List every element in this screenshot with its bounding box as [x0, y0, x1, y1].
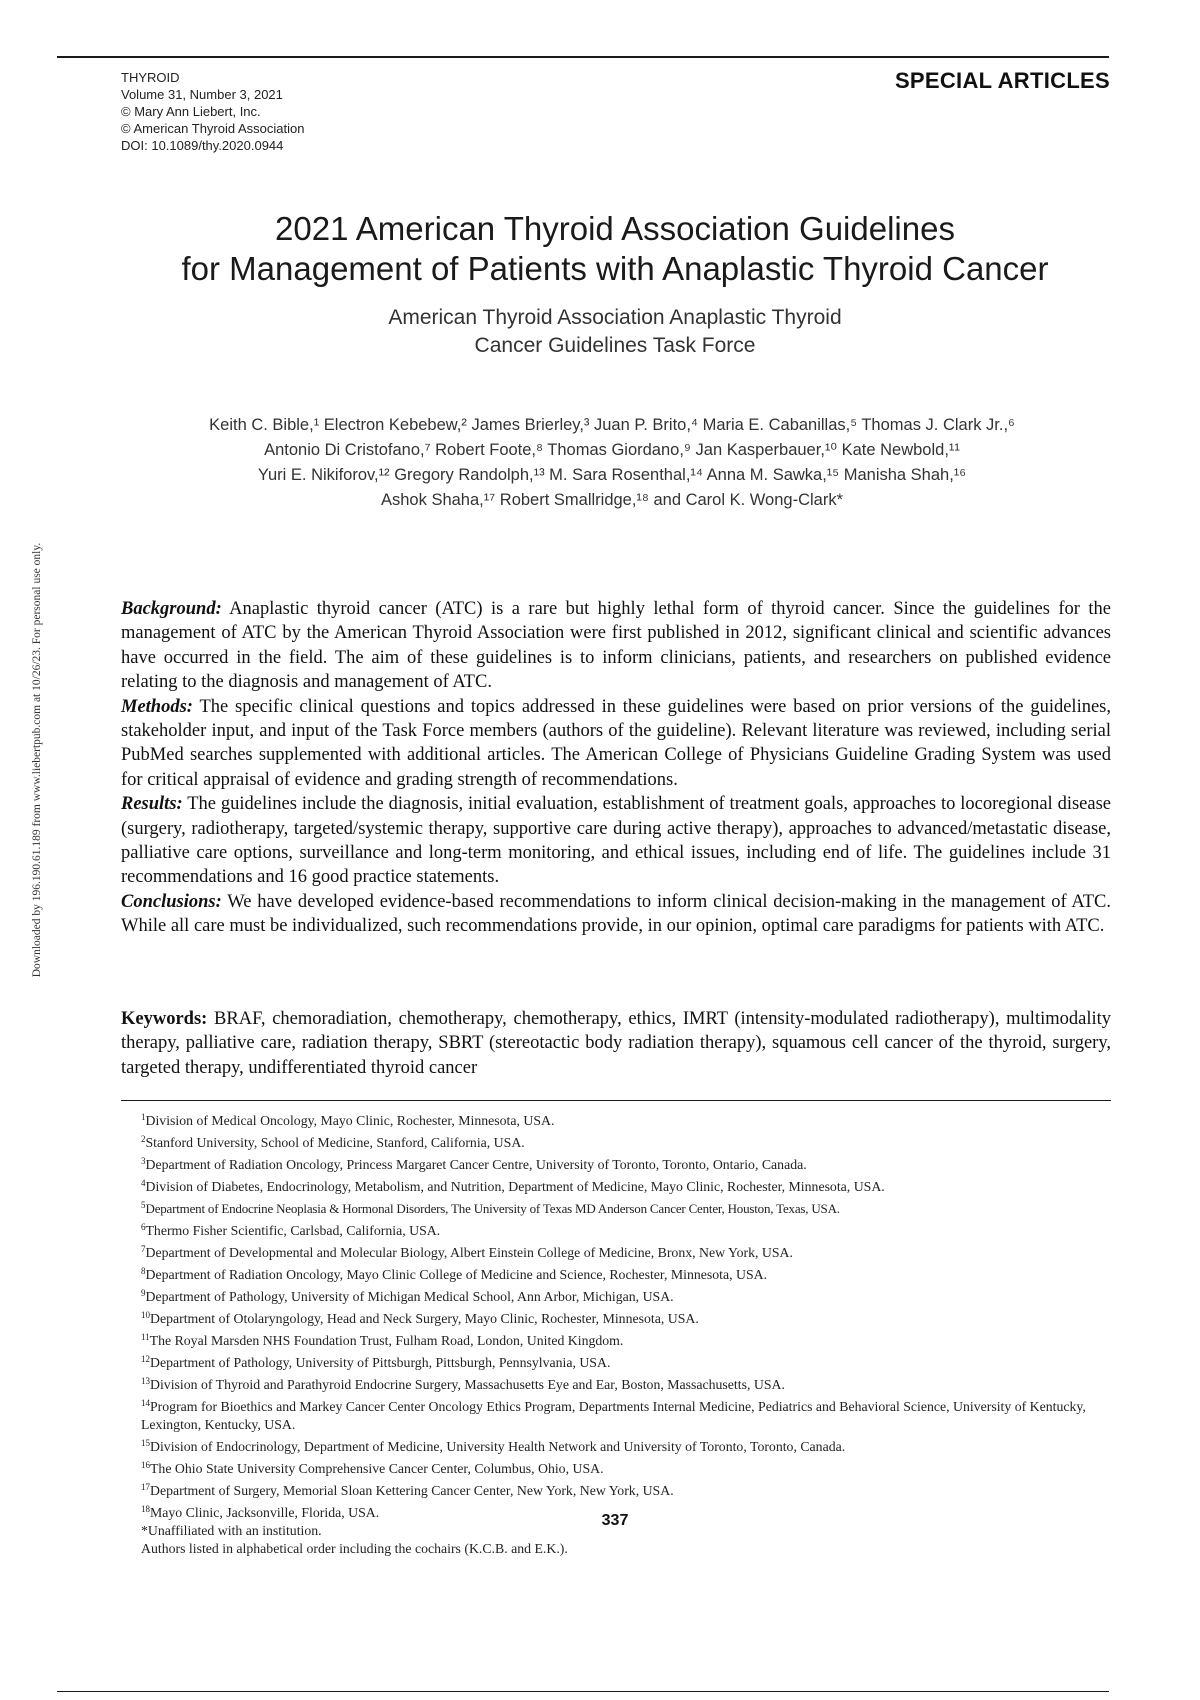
- title-line: 2021 American Thyroid Association Guidelines: [275, 210, 955, 247]
- bottom-rule: [57, 1691, 1109, 1692]
- title-line: for Management of Patients with Anaplastic Thyroid Cancer: [181, 250, 1049, 287]
- affiliation-item: [121, 1306, 1111, 1328]
- affiliation-number: 13: [141, 1376, 150, 1386]
- affiliation-number: 18: [141, 1504, 150, 1514]
- affiliation-text: Program for Bioethics and Markey Cancer Center Oncology Ethics Program, Departments Internal Medicine, Pediatrics and Behavioral Science, University of Kentucky, Lexington, Kentucky, USA.: [141, 1399, 1086, 1432]
- affiliation-item: [121, 1394, 1111, 1434]
- affiliation-number: 11: [141, 1332, 150, 1342]
- methods-text: The specific clinical questions and topics addressed in these guidelines were based on prior versions of the guidelines, stakeholder input, and input of the Task Force members (authors of the guideline). Relevant literature was reviewed, including serial PubMed searches supplemented with additional articles. The American College of Physicians Guideline Grading System was used for critical appraisal of evidence and grading strength of recommendations.: [121, 696, 1111, 790]
- affiliation-text: Department of Radiation Oncology, Mayo Clinic College of Medicine and Science, Rochester, Minnesota, USA.: [145, 1267, 768, 1282]
- affiliation-item: [121, 1130, 1111, 1152]
- affiliation-item: [121, 1152, 1111, 1174]
- affiliation-number: 9: [141, 1288, 146, 1298]
- affiliation-text: Division of Medical Oncology, Mayo Clinic, Rochester, Minnesota, USA.: [145, 1113, 555, 1128]
- subtitle-line: American Thyroid Association Anaplastic Thyroid: [388, 306, 842, 329]
- author-line: Keith C. Bible,¹ Electron Kebebew,² James Brierley,³ Juan P. Brito,⁴ Maria E. Cabanillas,⁵ Thomas J. Clark Jr.,⁶: [209, 416, 1015, 434]
- affiliation-number: 4: [141, 1178, 146, 1188]
- author-line: Antonio Di Cristofano,⁷ Robert Foote,⁸ Thomas Giordano,⁹ Jan Kasperbauer,¹⁰ Kate Newbold,¹¹: [264, 441, 960, 459]
- affiliation-text: Division of Diabetes, Endocrinology, Metabolism, and Nutrition, Department of Medicine, Mayo Clinic, Rochester, Minnesota, USA.: [145, 1179, 885, 1194]
- unaffiliated-note: *Unaffiliated with an institution.: [141, 1523, 322, 1538]
- author-order-note: Authors listed in alphabetical order including the cochairs (K.C.B. and E.K.).: [141, 1541, 568, 1556]
- keywords-text: BRAF, chemoradiation, chemotherapy, chemotherapy, ethics, IMRT (intensity-modulated radiotherapy), multimodality therapy, palliative care, radiation therapy, SBRT (stereotactic body radiation therapy), squamous cell cancer of the thyroid, surgery, targeted therapy, undifferentiated thyroid cancer: [121, 1009, 1111, 1078]
- affiliation-item: [121, 1218, 1111, 1240]
- affiliation-item: [121, 1240, 1111, 1262]
- affiliations: [121, 1108, 1111, 1558]
- affiliation-text: The Ohio State University Comprehensive Cancer Center, Columbus, Ohio, USA.: [150, 1461, 604, 1476]
- affiliation-number: 16: [141, 1460, 150, 1470]
- author-list: [112, 413, 1112, 513]
- affiliation-text: Department of Endocrine Neoplasia & Hormonal Disorders, The University of Texas MD Anderson Cancer Center, Houston, Texas, USA.: [145, 1201, 840, 1216]
- download-notice: Downloaded by 196.190.61.189 from www.liebertpub.com at 10/26/23. For personal use only.: [31, 542, 43, 978]
- methods-label: Methods:: [121, 696, 193, 717]
- journal-name: THYROID: [121, 70, 180, 85]
- affiliation-number: 1: [141, 1112, 146, 1122]
- affiliation-item: [121, 1328, 1111, 1350]
- doi[interactable]: DOI: 10.1089/thy.2020.0944: [121, 138, 284, 153]
- affiliation-number: 12: [141, 1354, 150, 1364]
- affiliation-number: 2: [141, 1134, 146, 1144]
- affiliation-item: [121, 1456, 1111, 1478]
- author-line: Ashok Shaha,¹⁷ Robert Smallridge,¹⁸ and Carol K. Wong-Clark*: [381, 491, 843, 509]
- affiliation-number: 5: [141, 1200, 146, 1210]
- affiliation-text: Division of Thyroid and Parathyroid Endocrine Surgery, Massachusetts Eye and Ear, Boston, Massachusetts, USA.: [150, 1377, 785, 1392]
- abstract-methods: [121, 695, 1111, 793]
- affiliation-number: 6: [141, 1222, 146, 1232]
- affiliation-text: Department of Pathology, University of Pittsburgh, Pittsburgh, Pennsylvania, USA.: [150, 1355, 611, 1370]
- abstract-conclusions: [121, 890, 1111, 939]
- results-label: Results:: [121, 794, 183, 815]
- affiliation-text: Stanford University, School of Medicine, Stanford, California, USA.: [145, 1135, 525, 1150]
- affiliation-number: 15: [141, 1438, 150, 1448]
- task-force: [200, 304, 1030, 360]
- footnote-rule: [121, 1100, 1111, 1101]
- affiliation-item: [121, 1478, 1111, 1500]
- abstract: [121, 597, 1111, 939]
- results-text: The guidelines include the diagnosis, initial evaluation, establishment of treatment goals, approaches to locoregional disease (surgery, radiotherapy, targeted/systemic therapy, supportive care during active therapy), approaches to advanced/metastatic disease, palliative care options, surveillance and long-term monitoring, and ethical issues, including end of life. The guidelines include 31 recommendations and 16 good practice statements.: [121, 794, 1111, 888]
- keywords: [121, 1007, 1111, 1080]
- affiliation-item: [121, 1350, 1111, 1372]
- affiliation-item: [121, 1372, 1111, 1394]
- affiliation-text: The Royal Marsden NHS Foundation Trust, Fulham Road, London, United Kingdom.: [149, 1333, 624, 1348]
- background-label: Background:: [121, 599, 222, 619]
- affiliation-item: [121, 1284, 1111, 1306]
- journal-info: [121, 69, 304, 154]
- affiliation-number: 14: [141, 1398, 150, 1408]
- affiliation-item: [121, 1108, 1111, 1130]
- affiliation-item: [121, 1174, 1111, 1196]
- affiliation-text: Department of Surgery, Memorial Sloan Kettering Cancer Center, New York, New York, USA.: [150, 1483, 674, 1498]
- affiliation-text: Thermo Fisher Scientific, Carlsbad, California, USA.: [145, 1223, 441, 1238]
- journal-volume: Volume 31, Number 3, 2021: [121, 87, 283, 102]
- background-text: Anaplastic thyroid cancer (ATC) is a rare but highly lethal form of thyroid cancer. Since the guidelines for the management of ATC by the American Thyroid Association were first published in 2012, significant clinical and scientific advances have occurred in the field. The aim of these guidelines is to inform clinicians, patients, and researchers on published evidence relating to the diagnosis and management of ATC.: [121, 599, 1111, 693]
- publisher-copyright: © Mary Ann Liebert, Inc.: [121, 104, 261, 119]
- page-number: 337: [601, 1512, 629, 1529]
- affiliation-text: Department of Radiation Oncology, Princess Margaret Cancer Centre, University of Toronto, Toronto, Ontario, Canada.: [145, 1157, 807, 1172]
- affiliation-item: [121, 1196, 1111, 1218]
- conclusions-label: Conclusions:: [121, 891, 222, 912]
- affiliation-number: 7: [141, 1244, 146, 1254]
- affiliation-number: 3: [141, 1156, 146, 1166]
- article-title: [60, 209, 1170, 289]
- affiliation-text: Division of Endocrinology, Department of Medicine, University Health Network and University of Toronto, Toronto, Canada.: [150, 1439, 846, 1454]
- affiliation-number: 17: [141, 1482, 150, 1492]
- conclusions-text: We have developed evidence-based recommendations to inform clinical decision-making in the management of ATC. While all care must be individualized, such recommendations provide, in our opinion, optimal care paradigms for patients with ATC.: [121, 891, 1111, 937]
- affiliation-number: 10: [141, 1310, 150, 1320]
- abstract-results: [121, 792, 1111, 890]
- affiliation-item: [121, 1434, 1111, 1456]
- section-label: SPECIAL ARTICLES: [894, 68, 1110, 93]
- keywords-label: Keywords:: [121, 1009, 208, 1029]
- author-line: Yuri E. Nikiforov,¹² Gregory Randolph,¹³ M. Sara Rosenthal,¹⁴ Anna M. Sawka,¹⁵ Manisha Shah,¹⁶: [257, 466, 967, 484]
- abstract-background: [121, 597, 1111, 695]
- affiliation-item: [121, 1262, 1111, 1284]
- affiliation-text: Department of Developmental and Molecular Biology, Albert Einstein College of Medicine, Bronx, New York, USA.: [145, 1245, 793, 1260]
- association-copyright: © American Thyroid Association: [121, 121, 305, 136]
- affiliation-text: Department of Pathology, University of Michigan Medical School, Ann Arbor, Michigan, USA.: [145, 1289, 674, 1304]
- top-rule: [57, 56, 1109, 58]
- affiliation-text: Mayo Clinic, Jacksonville, Florida, USA.: [150, 1505, 380, 1520]
- affiliation-number: 8: [141, 1266, 146, 1276]
- affiliation-text: Department of Otolaryngology, Head and Neck Surgery, Mayo Clinic, Rochester, Minnesota, USA.: [150, 1311, 699, 1326]
- subtitle-line: Cancer Guidelines Task Force: [474, 334, 756, 357]
